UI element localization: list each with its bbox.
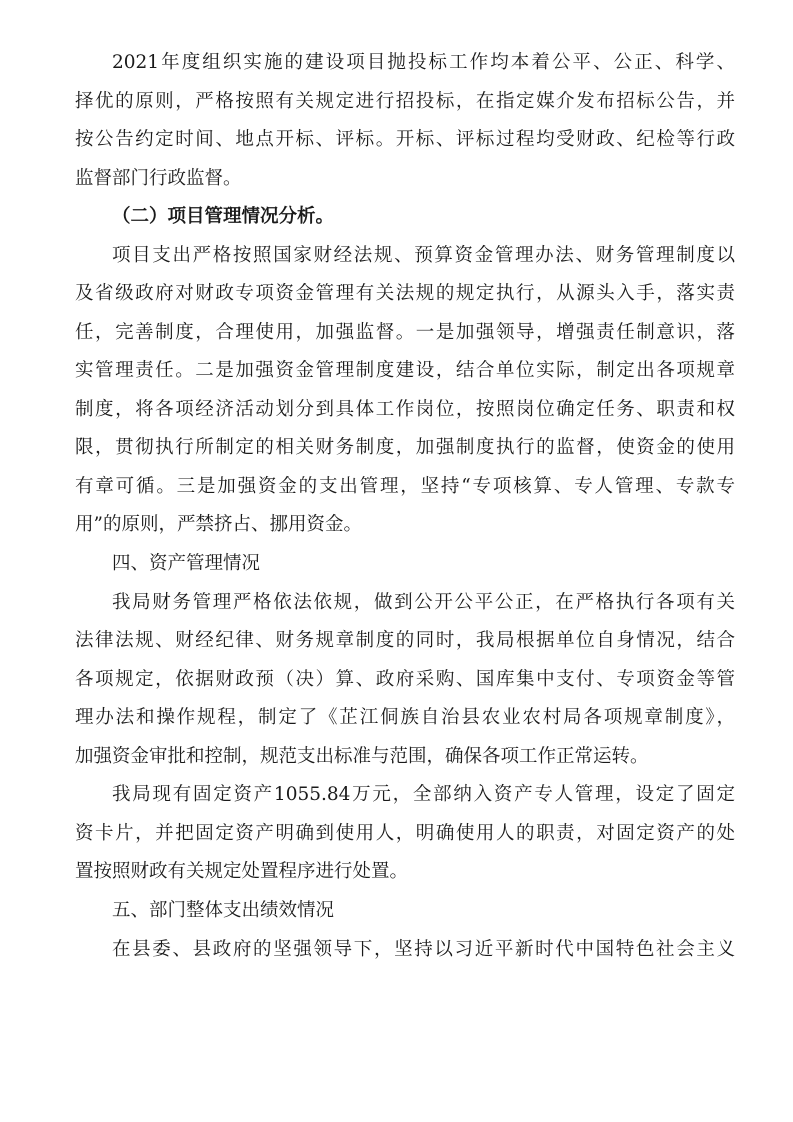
text-line: 择优的原则，严格按照有关规定进行招投标，在指定媒介发布招标公告，并 [75, 90, 735, 112]
text-line: 我局现有固定资产1055.84万元，全部纳入资产专人管理，设定了固定 [112, 784, 735, 805]
text-line: 用”的原则，严禁挤占、挪用资金。 [75, 514, 362, 535]
heading-text: （二）项目管理情况分析。 [112, 206, 335, 227]
text-line: 置按照财政有关规定处置程序进行处置。 [75, 861, 409, 882]
section-heading-project-management [75, 198, 735, 237]
text-line: 我局财务管理严格依法依规，做到公开公平公正，在严格执行各项有关 [112, 591, 735, 613]
paragraph-performance [75, 931, 735, 970]
text-line: 制度，将各项经济活动划分到具体工作岗位，按照岗位确定任务、职责和权 [75, 398, 735, 420]
text-line: 实管理责任。二是加强资金管理制度建设，结合单位实际，制定出各项规章 [75, 360, 735, 381]
paragraph-bidding [75, 44, 735, 198]
text-line: 法律法规、财经纪律、财务规章制度的同时，我局根据单位自身情况，结合 [75, 630, 735, 651]
text-line: 加强资金审批和控制，规范支出标准与范围，确保各项工作正常运转。 [75, 745, 649, 767]
section-heading-performance [75, 892, 735, 931]
paragraph-financial-rules [75, 584, 735, 777]
paragraph-fixed-assets [75, 776, 735, 892]
text-line: 及省级政府对财政专项资金管理有关法规的规定执行，从源头入手，落实责 [75, 283, 735, 304]
paragraph-project-management [75, 237, 735, 545]
text-line: 监督部门行政监督。 [75, 167, 242, 189]
text-line: 2021年度组织实施的建设项目抛投标工作均本着公平、公正、科学、 [112, 52, 735, 73]
text-line: 项目支出严格按照国家财经法规、预算资金管理办法、财务管理制度以 [112, 244, 735, 266]
text-line: 有章可循。三是加强资金的支出管理，坚持“专项核算、专人管理、专款专 [75, 475, 735, 497]
text-line: 在县委、县政府的坚强领导下，坚持以习近平新时代中国特色社会主义 [112, 938, 735, 960]
text-line: 按公告约定时间、地点开标、评标。开标、评标过程均受财政、纪检等行政 [75, 129, 735, 150]
text-line: 限，贯彻执行所制定的相关财务制度，加强制度执行的监督，使资金的使用 [75, 437, 735, 458]
text-line: 理办法和操作规程，制定了《芷江侗族自治县农业农村局各项规章制度》， [75, 707, 735, 728]
section-heading-asset-management [75, 545, 735, 584]
heading-text: 四、资产管理情况 [112, 553, 261, 574]
heading-text: 五、部门整体支出绩效情况 [112, 900, 335, 921]
text-line: 资卡片，并把固定资产明确到使用人，明确使用人的职责，对固定资产的处 [75, 822, 735, 844]
text-line: 任，完善制度，合理使用，加强监督。一是加强领导，增强责任制意识，落 [75, 321, 735, 343]
text-line: 各项规定，依据财政预（决）算、政府采购、国库集中支付、专项资金等管 [75, 668, 735, 690]
